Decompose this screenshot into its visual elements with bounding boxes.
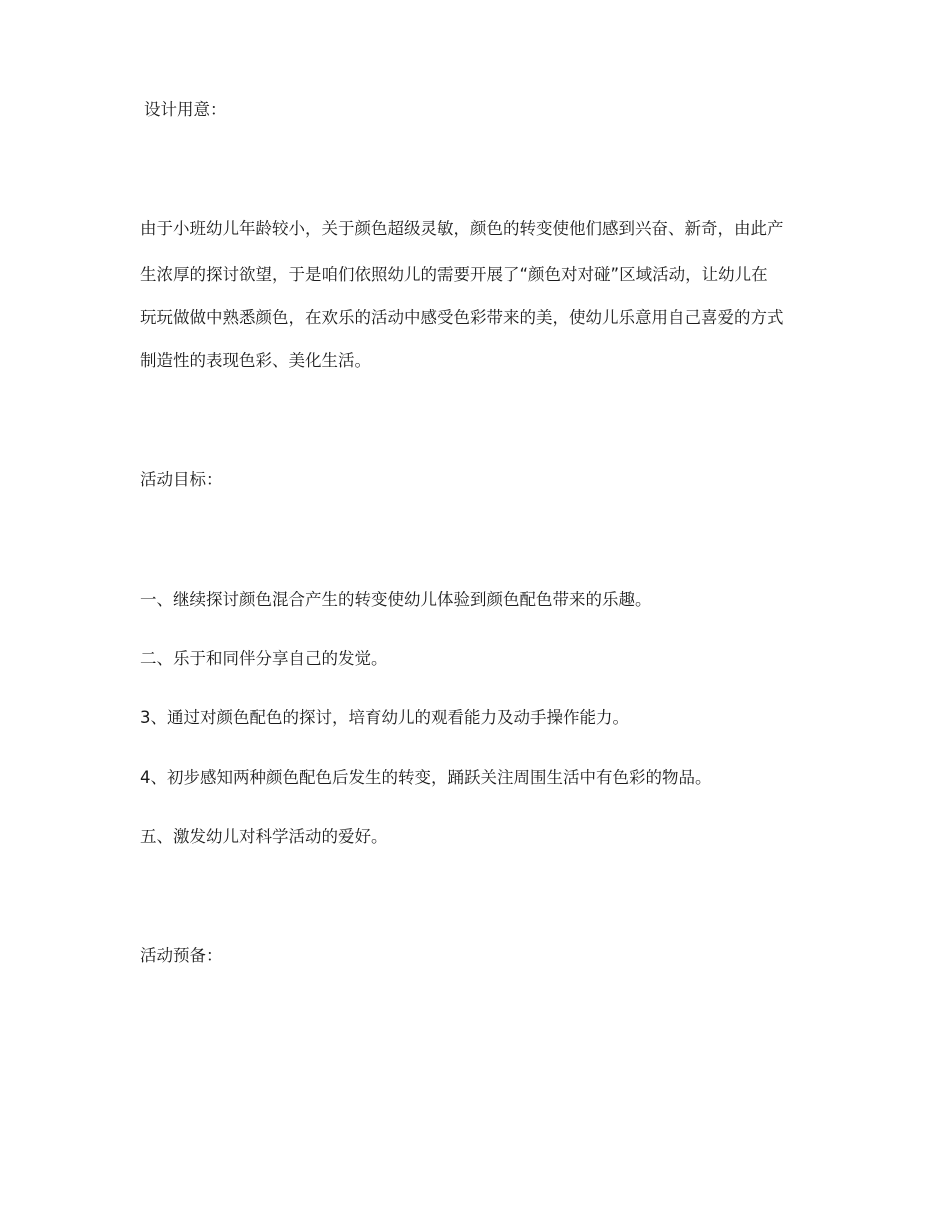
prep-heading: 活动预备： <box>140 946 223 965</box>
goal-item-1: 一、继续探讨颜色混合产生的转变使幼儿体验到颜色配色带来的乐趣。 <box>140 590 652 609</box>
goal-item-3: 3、通过对颜色配色的探讨，培育幼儿的观看能力及动手操作能力。 <box>140 708 629 727</box>
design-heading: 设计用意： <box>144 100 227 119</box>
goals-heading: 活动目标： <box>140 470 223 489</box>
goal-item-2: 二、乐于和同伴分享自己的发觉。 <box>140 649 388 668</box>
design-paragraph-line-1: 由于小班幼儿年龄较小，关于颜色超级灵敏，颜色的转变使他们感到兴奋、新奇，由此产 <box>140 219 784 238</box>
goal-item-4: 4、初步感知两种颜色配色后发生的转变，踊跃关注周围生活中有色彩的物品。 <box>140 768 712 787</box>
design-paragraph-line-4: 制造性的表现色彩、美化生活。 <box>140 351 371 370</box>
design-paragraph-line-3: 玩玩做做中熟悉颜色，在欢乐的活动中感受色彩带来的美，使幼儿乐意用自己喜爱的方式 <box>140 308 784 327</box>
goal-item-5: 五、激发幼儿对科学活动的爱好。 <box>140 827 388 846</box>
design-paragraph-line-2: 生浓厚的探讨欲望，于是咱们依照幼儿的需要开展了“颜色对对碰”区域活动，让幼儿在 <box>140 265 768 284</box>
